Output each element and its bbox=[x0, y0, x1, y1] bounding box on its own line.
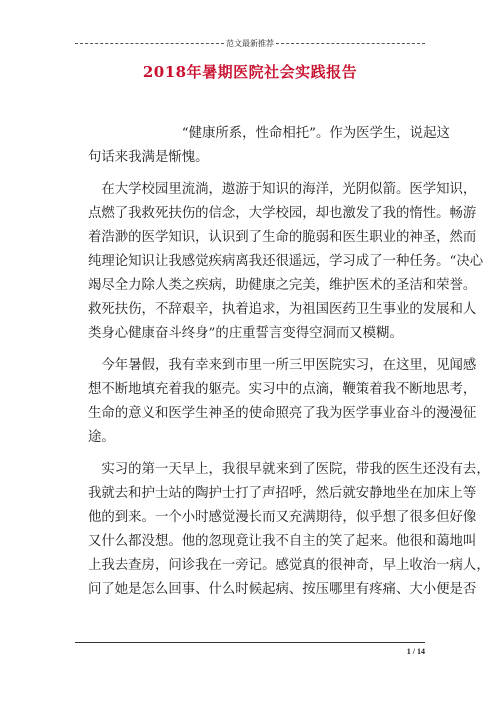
body-line: 又什么都没想。他的忽现竟让我不自主的笑了起来。他很和蔼地叫 bbox=[88, 534, 477, 549]
body-line: 着浩渺的医学知识，认识到了生命的脆弱和医生职业的神圣，然而 bbox=[88, 230, 477, 245]
body-line: 纯理论知识让我感觉疾病离我还很遥远，学习成了一种任务。“决心 bbox=[88, 254, 484, 269]
header-rule-right bbox=[276, 43, 425, 44]
body-line: 上我去查房，问诊我在一旁记。感觉真的很神奇，早上收治一病人， bbox=[88, 558, 490, 573]
body-line: 点燃了我救死扶伤的信念，大学校园，却也激发了我的惰性。畅游 bbox=[88, 206, 477, 221]
body-line: 今年暑假，我有幸来到市里一所三甲医院实习，在这里，见闻感 bbox=[88, 358, 477, 373]
body-line: 类身心健康奋斗终身”的庄重誓言变得空洞而又模糊。 bbox=[88, 326, 403, 341]
body-line: 竭尽全力除人类之疾病，助健康之完美，维护医术的圣洁和荣誉。 bbox=[88, 278, 477, 293]
body-line: 我就去和护士站的陶护士打了声招呼，然后就安静地坐在加床上等 bbox=[88, 486, 477, 501]
body-line: 生命的意义和医学生神圣的使命照亮了我为医学事业奋斗的漫漫征 bbox=[88, 406, 477, 421]
body-line: 实习的第一天早上，我很早就来到了医院，带我的医生还没有去， bbox=[88, 462, 490, 477]
document-body bbox=[88, 122, 490, 602]
body-line: 在大学校园里流淌，遨游于知识的海洋，光阴似箭。医学知识， bbox=[88, 182, 477, 197]
page-number: 1 / 14 bbox=[406, 647, 425, 656]
header-rule-left bbox=[75, 43, 224, 44]
header-label: 范文最新推荐 bbox=[226, 38, 274, 48]
page-footer bbox=[75, 642, 425, 656]
body-line: 他的到来。一个小时感觉漫长而又充满期待，似乎想了很多但好像 bbox=[88, 510, 477, 525]
body-line: 想不断地填充着我的躯壳。实习中的点滴，鞭策着我不断地思考， bbox=[88, 382, 477, 397]
body-line: 句话来我满是惭愧。 bbox=[88, 150, 209, 165]
body-line: “健康所系，性命相托”。作为医学生，说起这 bbox=[88, 126, 450, 141]
document-title: 2018年暑期医院社会实践报告 bbox=[142, 63, 358, 81]
body-line: 救死扶伤，不辞艰辛，执着追求，为祖国医药卫生事业的发展和人 bbox=[88, 302, 477, 317]
body-line: 问了她是怎么回事、什么时候起病、按压哪里有疼痛、大小便是否 bbox=[88, 582, 477, 597]
body-line: 途。 bbox=[88, 430, 115, 445]
page-header bbox=[75, 36, 425, 50]
